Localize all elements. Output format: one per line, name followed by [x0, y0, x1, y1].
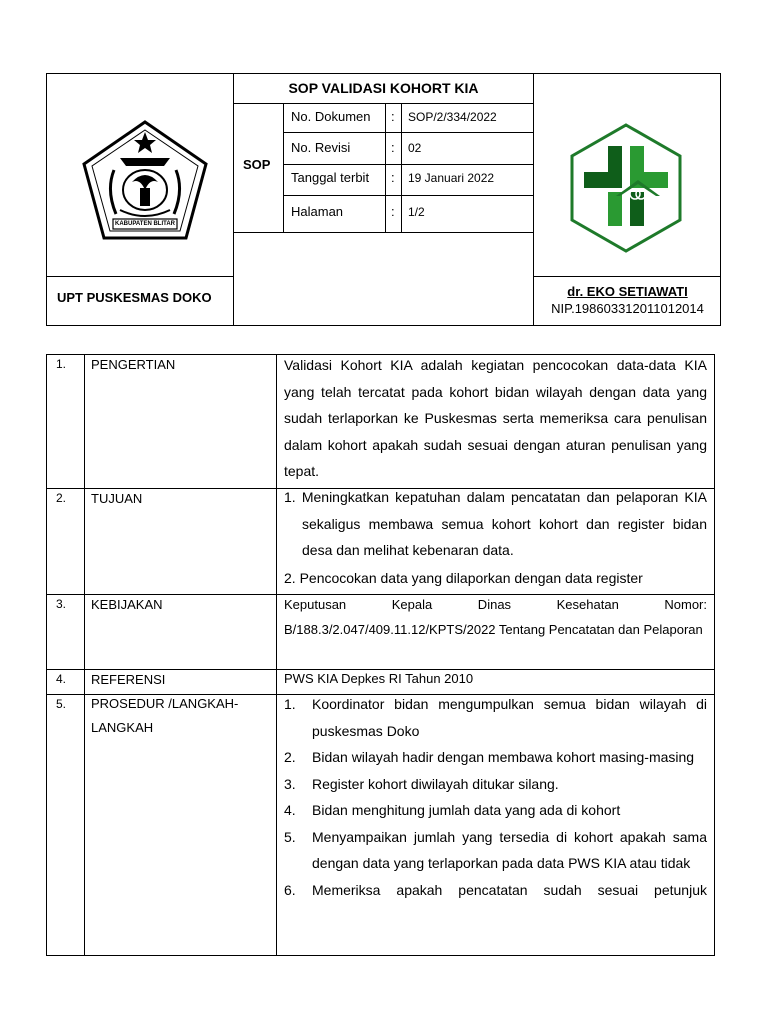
table-divider	[84, 354, 85, 956]
row-label-tujuan: TUJUAN	[91, 491, 143, 506]
kebijakan-text: Keputusan Kepala Dinas Kesehatan Nomor: B/188.3/2.047/409.11.12/KPTS/2022 Tentang Pencatatan dan Pelaporan	[284, 597, 707, 637]
meta-sep: :	[391, 170, 395, 185]
meta-value-tanggal: 19 Januari 2022	[408, 171, 495, 185]
row-label-pengertian: PENGERTIAN	[91, 357, 176, 372]
header-divider	[233, 73, 234, 326]
row-number: 3.	[56, 597, 67, 611]
row-number: 2.	[56, 491, 67, 505]
prosedur-step: 3. Register kohort diwilayah ditukar silang.	[284, 775, 559, 792]
prosedur-step: 6. Memeriksa apakah pencatatan sudah sesuai petunjuk	[284, 881, 707, 898]
meta-sep: :	[391, 140, 395, 155]
sop-label: SOP	[243, 157, 271, 172]
table-row-divider	[46, 669, 715, 670]
meta-label-revisi: No. Revisi	[291, 140, 351, 155]
meta-label-tanggal: Tanggal terbit	[291, 170, 370, 185]
header-divider	[283, 103, 284, 232]
row-number: 1.	[56, 357, 67, 371]
header-divider	[283, 164, 533, 165]
row-number: 4.	[56, 672, 67, 686]
signer-nip: NIP.198603312011012014	[551, 301, 704, 316]
header-divider	[385, 103, 386, 232]
prosedur-step: 2. Bidan wilayah hadir dengan membawa kohort masing-masing	[284, 749, 695, 765]
row-label-prosedur: PROSEDUR /LANGKAH-LANGKAH	[91, 696, 239, 735]
meta-value-halaman: 1/2	[408, 205, 425, 219]
tujuan-item: 1. Meningkatkan kepatuhan dalam pencatatan dan pelaporan KIA sekaligus membawa semua kohort kohort dan register bidan desa dan melihat kebenaran data.	[284, 489, 707, 558]
prosedur-step: 4. Bidan menghitung jumlah data yang ada di kohort	[284, 802, 621, 818]
header-divider	[283, 132, 533, 133]
puskesmas-logo	[568, 122, 684, 254]
pengertian-text: Validasi Kohort KIA adalah kegiatan pencocokan data-data KIA yang telah tercatat pada kohort bidan wilayah dengan data yang sudah terlaporkan ke Puskesmas serta memeriksa cara penulisan dalam kohort apakah sudah sesuai dengan aturan penulisan yang tepat.	[284, 357, 707, 479]
row-number: 5.	[56, 697, 67, 711]
meta-label-dokumen: No. Dokumen	[291, 109, 371, 124]
header-divider	[283, 195, 533, 196]
header-divider	[401, 103, 402, 232]
prosedur-step: 1. Koordinator bidan mengumpulkan semua bidan wilayah di puskesmas Doko	[284, 696, 707, 739]
meta-sep: :	[391, 109, 395, 124]
prosedur-steps	[284, 691, 707, 903]
header-divider	[533, 276, 721, 277]
table-row-divider	[46, 955, 715, 956]
document-title: SOP VALIDASI KOHORT KIA	[288, 80, 479, 96]
row-label-kebijakan: KEBIJAKAN	[91, 597, 163, 612]
emblem-caption: KABUPATEN BLITAR	[115, 221, 175, 227]
meta-value-dokumen: SOP/2/334/2022	[408, 110, 497, 124]
referensi-text: PWS KIA Depkes RI Tahun 2010	[284, 671, 474, 686]
meta-value-revisi: 02	[408, 141, 422, 155]
header-divider	[233, 232, 533, 233]
header-divider	[233, 103, 533, 104]
meta-label-halaman: Halaman	[291, 204, 344, 219]
signer-name: dr. EKO SETIAWATI	[567, 284, 688, 299]
tujuan-item: 2. Pencocokan data yang dilaporkan dengan data register	[284, 570, 643, 586]
header-divider	[46, 276, 234, 277]
row-label-referensi: REFERENSI	[91, 672, 166, 687]
table-divider	[276, 354, 277, 956]
kabupaten-blitar-emblem	[80, 118, 210, 243]
prosedur-step: 5. Menyampaikan jumlah yang tersedia di kohort apakah sama dengan data yang terlaporkan pada data PWS KIA atau tidak	[284, 828, 707, 871]
meta-sep: :	[391, 204, 395, 219]
org-name: UPT PUSKESMAS DOKO	[57, 290, 212, 305]
